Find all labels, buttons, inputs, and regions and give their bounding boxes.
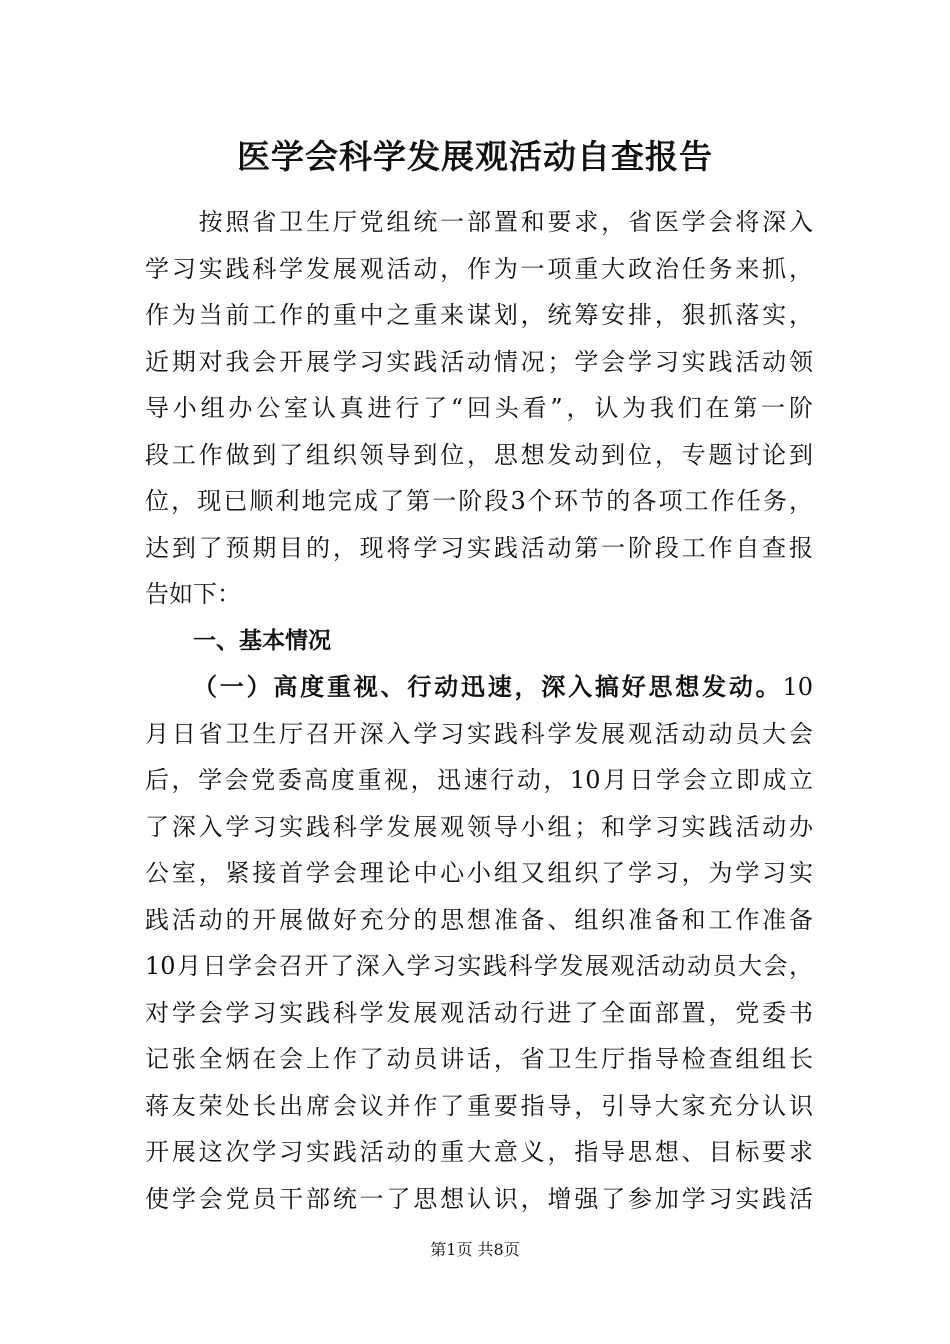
paragraph-line: 近期对我会开展学习实践活动情况；学会学习实践活动领 (145, 347, 813, 376)
subsection-lead-line (145, 664, 813, 711)
paragraph-line: 对学会学习实践科学发展观活动行进了全面部置，党委书 (145, 998, 813, 1027)
paragraph-line: 位，现已顺利地完成了第一阶段3个环节的各项工作任务， (145, 487, 813, 515)
document-title: 医学会科学发展观活动自查报告 (237, 137, 713, 176)
subsection-lead-tail: 10 (782, 673, 813, 701)
paragraph-line: 告如下： (145, 580, 241, 608)
paragraph-line: 达到了预期目的，现将学习实践活动第一阶段工作自查报 (145, 533, 813, 562)
paragraph-line: 月日省卫生厅召开深入学习实践科学发展观活动动员大会 (145, 719, 813, 748)
paragraph-line: 按照省卫生厅党组统一部置和要求，省医学会将深入 (145, 208, 813, 236)
section-heading: 一、基本情况 (193, 627, 331, 654)
subsection-heading: （一）高度重视、行动迅速，深入搞好思想发动。 (193, 673, 783, 701)
paragraph-line: 导小组办公室认真进行了“回头看”，认为我们在第一阶 (145, 394, 813, 422)
paragraph-line: 蒋友荣处长出席会议并作了重要指导，引导大家充分认识 (145, 1091, 813, 1120)
paragraph-line: 公室，紧接首学会理论中心小组又组织了学习，为学习实 (145, 859, 813, 887)
paragraph-line: 开展这次学习实践活动的重大意义，指导思想、目标要求 (145, 1138, 813, 1166)
paragraph-line: 段工作做到了组织领导到位，思想发动到位，专题讨论到 (145, 440, 813, 469)
paragraph-line: 使学会党员干部统一了思想认识，增强了参加学习实践活 (145, 1184, 813, 1213)
paragraph-line: 了深入学习实践科学发展观领导小组；和学习实践活动办 (145, 812, 813, 841)
paragraph-line: 记张全炳在会上作了动员讲话，省卫生厅指导检查组组长 (145, 1045, 813, 1073)
paragraph-line: 学习实践科学发展观活动，作为一项重大政治任务来抓， (145, 254, 813, 283)
paragraph-line: 践活动的开展做好充分的思想准备、组织准备和工作准备 (145, 905, 813, 934)
paragraph-line: 作为当前工作的重中之重来谋划，统筹安排，狠抓落实， (145, 301, 813, 329)
paragraph-line: 10月日学会召开了深入学习实践科学发展观活动动员大会， (145, 952, 813, 980)
paragraph-line: 后，学会党委高度重视，迅速行动，10月日学会立即成立 (145, 766, 813, 794)
page-indicator: 第1页 共8页 (430, 1240, 520, 1259)
document-body (145, 199, 813, 1222)
